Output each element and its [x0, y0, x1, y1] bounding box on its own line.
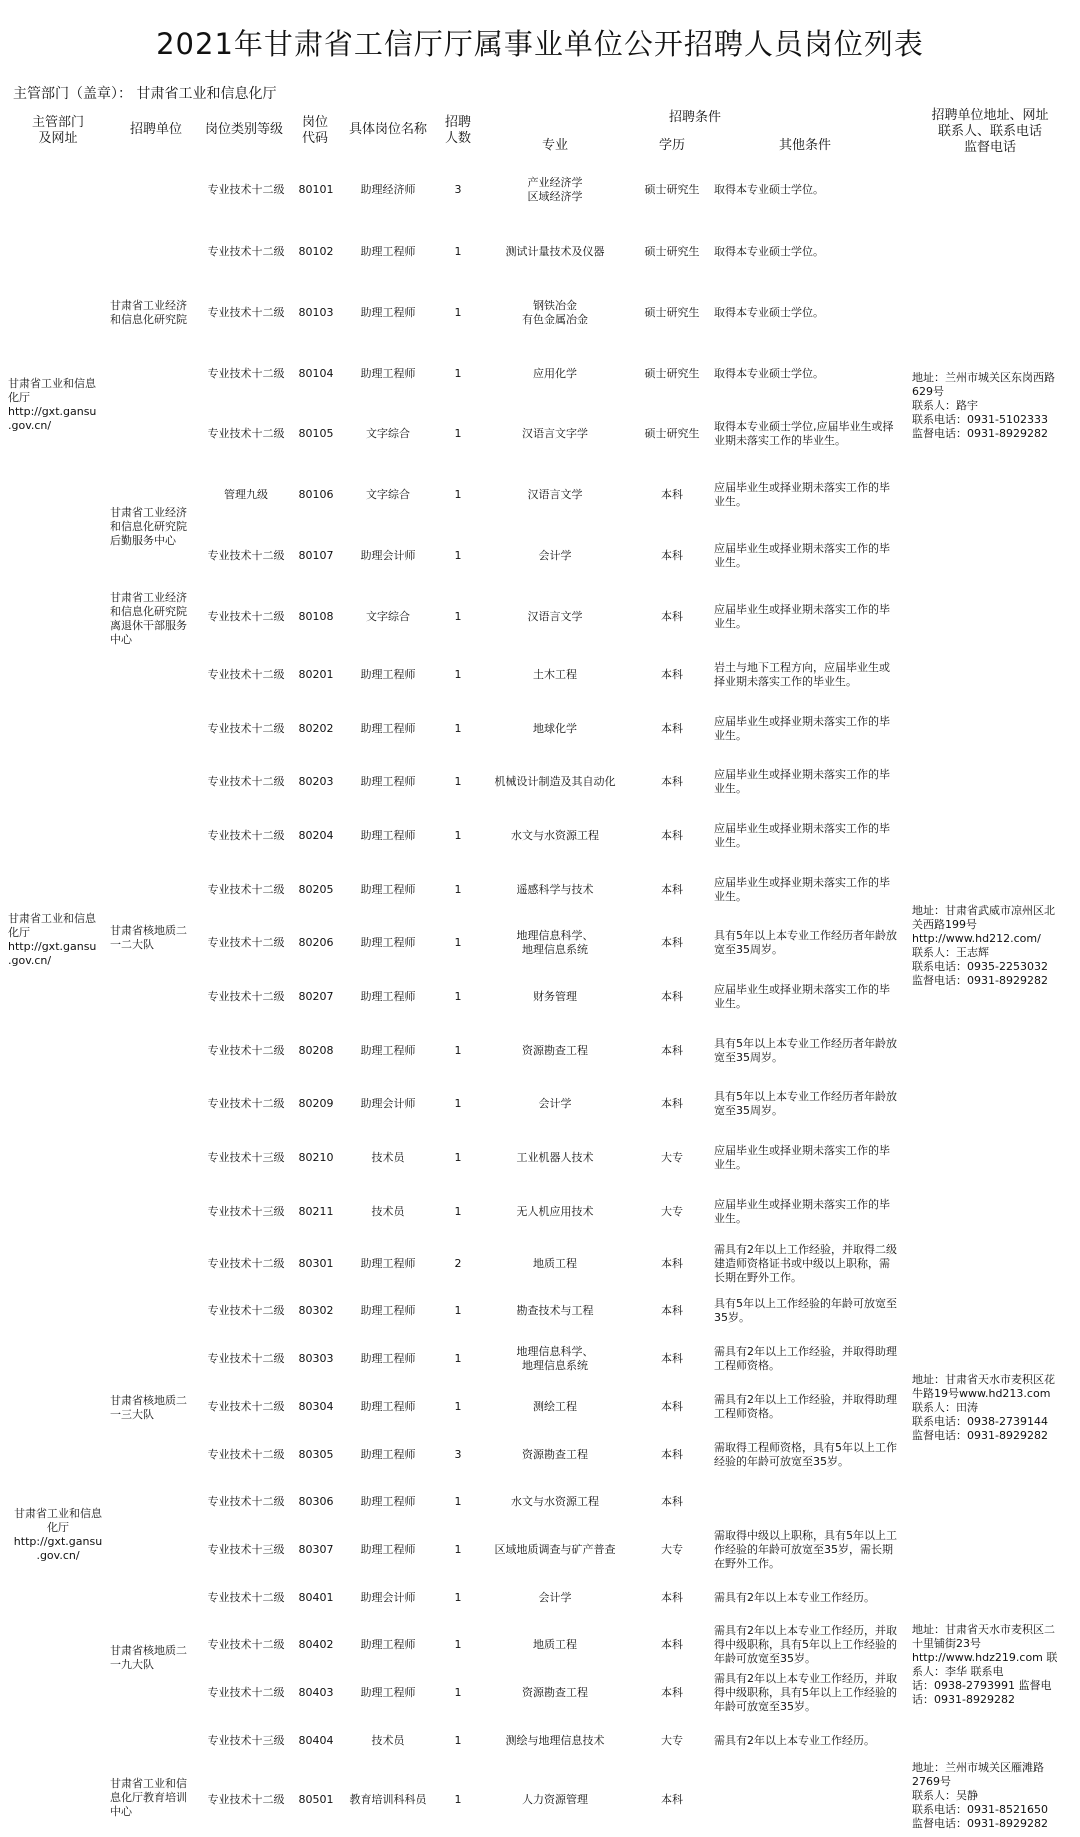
cell-level: 专业技术十二级: [207, 883, 285, 896]
cell-name: 技术员: [371, 1734, 405, 1747]
cell-edu: 本科: [661, 1793, 683, 1806]
cell-other: 应届毕业生或择业期未落实工作的毕 业生。: [714, 1198, 890, 1225]
cell-code: 80301: [298, 1257, 334, 1270]
contact-cell: 地址：兰州市城关区东岗西路 629号 联系人：路宇 联系电话：0931-5102333 监督电话：0931-8929282: [912, 371, 1055, 440]
cell-code: 80306: [298, 1495, 334, 1508]
cell-name: 助理工程师: [360, 936, 416, 949]
cell-level: 专业技术十二级: [207, 367, 285, 380]
cell-major: 资源勘查工程: [522, 1448, 588, 1461]
cell-count: 1: [454, 1400, 462, 1413]
cell-count: 1: [454, 883, 462, 896]
cell-level: 专业技术十二级: [207, 668, 285, 681]
cell-name: 助理会计师: [360, 549, 416, 562]
unit-cell: 甘肃省工业经济 和信息化研究院 后勤服务中心: [110, 506, 187, 547]
cell-other: 应届毕业生或择业期未落实工作的毕 业生。: [714, 481, 890, 508]
cell-count: 3: [454, 183, 462, 196]
cell-code: 80404: [298, 1734, 334, 1747]
cell-other: 取得本专业硕士学位。: [714, 306, 824, 319]
cell-major: 区域地质调查与矿产普查: [494, 1543, 616, 1556]
cell-name: 助理工程师: [360, 668, 416, 681]
dept-cell: 甘肃省工业和信息 化厅 http://gxt.gansu .gov.cn/: [8, 377, 97, 432]
cell-major: 财务管理: [533, 990, 577, 1003]
cell-major: 勘查技术与工程: [516, 1304, 594, 1317]
cell-code: 80103: [298, 306, 334, 319]
cell-major: 汉语言文字学: [522, 427, 588, 440]
cell-level: 专业技术十三级: [207, 1734, 285, 1747]
cell-major: 遥感科学与技术: [516, 883, 594, 896]
cell-name: 助理工程师: [360, 306, 416, 319]
cell-level: 专业技术十二级: [207, 775, 285, 788]
header-code: 岗位 代码: [301, 115, 328, 146]
cell-major: 地球化学: [533, 722, 577, 735]
cell-other: 应届毕业生或择业期未落实工作的毕 业生。: [714, 603, 890, 630]
cell-level: 专业技术十二级: [207, 1793, 285, 1806]
header-edu: 学历: [658, 138, 685, 153]
cell-major: 测绘与地理信息技术: [505, 1734, 605, 1747]
cell-name: 教育培训科科员: [349, 1793, 427, 1806]
cell-edu: 硕士研究生: [644, 245, 700, 258]
cell-count: 1: [454, 1734, 462, 1747]
cell-name: 助理经济师: [360, 183, 416, 196]
cell-edu: 本科: [661, 1448, 683, 1461]
cell-level: 专业技术十二级: [207, 990, 285, 1003]
cell-edu: 本科: [661, 722, 683, 735]
cell-edu: 本科: [661, 1097, 683, 1110]
cell-other: 具有5年以上本专业工作经历者年龄放 宽至35周岁。: [714, 1090, 897, 1117]
dept-cell: 甘肃省工业和信息 化厅 http://gxt.gansu .gov.cn/: [13, 1507, 103, 1562]
cell-other: 需具有2年以上本专业工作经历。: [714, 1591, 875, 1604]
cell-name: 助理工程师: [360, 775, 416, 788]
cell-name: 助理工程师: [360, 1448, 416, 1461]
cell-count: 1: [454, 1205, 462, 1218]
cell-code: 80101: [298, 183, 334, 196]
cell-name: 助理会计师: [360, 1097, 416, 1110]
header-level: 岗位类别等级: [204, 122, 283, 137]
cell-edu: 本科: [661, 1400, 683, 1413]
cell-major: 水文与水资源工程: [511, 829, 599, 842]
cell-code: 80304: [298, 1400, 334, 1413]
cell-code: 80403: [298, 1686, 334, 1699]
cell-count: 1: [454, 990, 462, 1003]
header-conditions: 招聘条件: [668, 110, 721, 125]
page-title: 2021年甘肃省工信厅厅属事业单位公开招聘人员岗位列表: [156, 27, 924, 61]
cell-code: 80303: [298, 1352, 334, 1365]
cell-other: 需取得工程师资格，具有5年以上工作 经验的年龄可放宽至35岁。: [714, 1441, 897, 1468]
cell-level: 专业技术十二级: [207, 1304, 285, 1317]
cell-level: 专业技术十二级: [207, 936, 285, 949]
cell-code: 80211: [298, 1205, 334, 1218]
cell-edu: 本科: [661, 1495, 683, 1508]
contact-cell: 地址：甘肃省天水市麦积区二 十里铺街23号 http://www.hdz219.com 联 系人：李华 联系电 话：0938-2793991 监督电 话：0931-8929282: [912, 1623, 1058, 1706]
cell-edu: 硕士研究生: [644, 306, 700, 319]
cell-level: 专业技术十二级: [207, 549, 285, 562]
cell-count: 1: [454, 1543, 462, 1556]
cell-major: 汉语言文学: [527, 488, 583, 501]
cell-code: 80102: [298, 245, 334, 258]
cell-count: 2: [454, 1257, 462, 1270]
cell-edu: 硕士研究生: [644, 427, 700, 440]
cell-count: 1: [454, 488, 462, 501]
header-contact: 招聘单位地址、网址 联系人、联系电话 监督电话: [931, 108, 1049, 155]
cell-count: 1: [454, 1793, 462, 1806]
cell-other: 应届毕业生或择业期未落实工作的毕 业生。: [714, 822, 890, 849]
cell-code: 80105: [298, 427, 334, 440]
unit-cell: 甘肃省核地质二 一二大队: [110, 924, 187, 951]
cell-count: 1: [454, 722, 462, 735]
unit-cell: 甘肃省工业经济 和信息化研究院 离退休干部服务 中心: [110, 591, 187, 646]
cell-level: 专业技术十三级: [207, 1151, 285, 1164]
cell-other: 需具有2年以上本专业工作经历，并取 得中级职称，具有5年以上工作经验的 年龄可放宽至35岁。: [714, 1624, 897, 1665]
cell-count: 1: [454, 1304, 462, 1317]
header-dept: 主管部门 及网址: [31, 115, 84, 146]
cell-level: 专业技术十二级: [207, 722, 285, 735]
cell-edu: 本科: [661, 775, 683, 788]
cell-level: 专业技术十二级: [207, 183, 285, 196]
cell-name: 助理工程师: [360, 1044, 416, 1057]
cell-code: 80501: [298, 1793, 334, 1806]
cell-count: 1: [454, 1044, 462, 1057]
cell-edu: 本科: [661, 883, 683, 896]
cell-name: 文字综合: [366, 610, 410, 623]
cell-name: 助理工程师: [360, 1495, 416, 1508]
cell-edu: 本科: [661, 1257, 683, 1270]
cell-other: 需具有2年以上本专业工作经历，并取 得中级职称，具有5年以上工作经验的 年龄可放宽至35岁。: [714, 1672, 897, 1713]
cell-code: 80104: [298, 367, 334, 380]
cell-major: 无人机应用技术: [516, 1205, 594, 1218]
cell-major: 会计学: [538, 549, 572, 562]
cell-count: 1: [454, 1638, 462, 1651]
cell-major: 人力资源管理: [522, 1793, 588, 1806]
cell-count: 1: [454, 1097, 462, 1110]
cell-count: 1: [454, 668, 462, 681]
cell-level: 专业技术十二级: [207, 306, 285, 319]
header-name: 具体岗位名称: [348, 122, 427, 137]
cell-major: 地理信息科学、 地理信息系统: [516, 929, 594, 956]
cell-edu: 大专: [661, 1205, 683, 1218]
cell-edu: 本科: [661, 829, 683, 842]
cell-edu: 本科: [661, 990, 683, 1003]
cell-level: 专业技术十二级: [207, 1448, 285, 1461]
cell-level: 专业技术十二级: [207, 1591, 285, 1604]
cell-name: 助理工程师: [360, 245, 416, 258]
cell-count: 1: [454, 1495, 462, 1508]
unit-cell: 甘肃省核地质二 一三大队: [110, 1394, 187, 1421]
cell-edu: 硕士研究生: [644, 183, 700, 196]
cell-other: 取得本专业硕士学位。: [714, 245, 824, 258]
header-unit: 招聘单位: [129, 122, 182, 137]
cell-major: 地理信息科学、 地理信息系统: [516, 1345, 594, 1372]
cell-other: 需具有2年以上工作经验，并取得助理 工程师资格。: [714, 1345, 897, 1372]
cell-count: 1: [454, 427, 462, 440]
cell-other: 应届毕业生或择业期未落实工作的毕 业生。: [714, 715, 890, 742]
cell-level: 专业技术十二级: [207, 1495, 285, 1508]
header-count: 招聘 人数: [444, 115, 471, 146]
contact-cell: 地址：甘肃省武威市凉州区北 关西路199号 http://www.hd212.com/ 联系人：王志辉 联系电话：0935-2253032 监督电话：0931-8929282: [912, 904, 1055, 987]
cell-other: 应届毕业生或择业期未落实工作的毕 业生。: [714, 1144, 890, 1171]
cell-level: 专业技术十二级: [207, 245, 285, 258]
cell-edu: 本科: [661, 1304, 683, 1317]
contact-cell: 地址：甘肃省天水市麦积区花 牛路19号www.hd213.com 联系人：田涛 联系电话：0938-2739144 监督电话：0931-8929282: [912, 1373, 1055, 1442]
cell-level: 专业技术十三级: [207, 1205, 285, 1218]
cell-level: 专业技术十二级: [207, 427, 285, 440]
cell-code: 80302: [298, 1304, 334, 1317]
cell-name: 文字综合: [366, 427, 410, 440]
cell-count: 1: [454, 1352, 462, 1365]
cell-count: 1: [454, 936, 462, 949]
unit-cell: 甘肃省工业经济 和信息化研究院: [110, 299, 187, 326]
cell-other: 需具有2年以上本专业工作经历。: [714, 1734, 875, 1747]
cell-other: [714, 1777, 912, 1823]
cell-major: 测试计量技术及仪器: [505, 245, 605, 258]
cell-other: 取得本专业硕士学位。: [714, 183, 824, 196]
cell-other: 应届毕业生或择业期未落实工作的毕 业生。: [714, 542, 890, 569]
cell-other: 应届毕业生或择业期未落实工作的毕 业生。: [714, 876, 890, 903]
cell-major: 测绘工程: [533, 1400, 577, 1413]
cell-name: 助理工程师: [360, 829, 416, 842]
cell-other: 应届毕业生或择业期未落实工作的毕 业生。: [714, 983, 890, 1010]
cell-other: 具有5年以上本专业工作经历者年龄放 宽至35周岁。: [714, 929, 897, 956]
cell-code: 80307: [298, 1543, 334, 1556]
cell-level: 专业技术十二级: [207, 1257, 285, 1270]
cell-count: 1: [454, 367, 462, 380]
unit-cell: 甘肃省工业和信 息化厅教育培训 中心: [110, 1777, 187, 1818]
cell-level: 专业技术十二级: [207, 829, 285, 842]
cell-count: 1: [454, 549, 462, 562]
department-line: 主管部门（盖章）： 甘肃省工业和信息化厅: [13, 86, 277, 102]
cell-code: 80201: [298, 668, 334, 681]
cell-level: 专业技术十二级: [207, 610, 285, 623]
cell-code: 80106: [298, 488, 334, 501]
cell-other: 取得本专业硕士学位,应届毕业生或择 业期未落实工作的毕业生。: [714, 420, 894, 447]
cell-major: 资源勘查工程: [522, 1044, 588, 1057]
cell-count: 3: [454, 1448, 462, 1461]
cell-major: 汉语言文学: [527, 610, 583, 623]
cell-count: 1: [454, 1686, 462, 1699]
contact-cell: 地址：兰州市城关区雁滩路 2769号 联系人：吴静 联系电话：0931-8521650 监督电话：0931-8929282: [912, 1761, 1048, 1830]
cell-code: 80401: [298, 1591, 334, 1604]
cell-major: 土木工程: [533, 668, 577, 681]
cell-name: 助理工程师: [360, 1638, 416, 1651]
cell-edu: 大专: [661, 1151, 683, 1164]
cell-edu: 本科: [661, 936, 683, 949]
cell-code: 80202: [298, 722, 334, 735]
cell-major: 应用化学: [533, 367, 577, 380]
cell-edu: 本科: [661, 1638, 683, 1651]
cell-name: 文字综合: [366, 488, 410, 501]
cell-edu: 本科: [661, 1686, 683, 1699]
unit-cell: 甘肃省核地质二 一九大队: [110, 1644, 187, 1671]
cell-code: 80207: [298, 990, 334, 1003]
cell-level: 专业技术十二级: [207, 1097, 285, 1110]
cell-edu: 本科: [661, 1044, 683, 1057]
dept-cell: 甘肃省工业和信息 化厅 http://gxt.gansu .gov.cn/: [8, 912, 97, 967]
header-other: 其他条件: [778, 138, 831, 153]
cell-code: 80208: [298, 1044, 334, 1057]
cell-name: 助理工程师: [360, 883, 416, 896]
cell-major: 资源勘查工程: [522, 1686, 588, 1699]
cell-edu: 本科: [661, 610, 683, 623]
cell-name: 助理工程师: [360, 1257, 416, 1270]
cell-edu: 本科: [661, 488, 683, 501]
cell-level: 管理九级: [224, 488, 268, 501]
cell-edu: 本科: [661, 668, 683, 681]
cell-other: 需取得中级以上职称，具有5年以上工 作经验的年龄可放宽至35岁，需长期 在野外工作。: [714, 1529, 897, 1570]
cell-name: 助理工程师: [360, 1304, 416, 1317]
cell-count: 1: [454, 1151, 462, 1164]
cell-count: 1: [454, 775, 462, 788]
cell-other: [714, 1479, 912, 1525]
cell-name: 助理工程师: [360, 722, 416, 735]
header-major: 专业: [541, 138, 568, 153]
cell-name: 助理工程师: [360, 1400, 416, 1413]
cell-other: 具有5年以上本专业工作经历者年龄放 宽至35周岁。: [714, 1037, 897, 1064]
cell-name: 助理工程师: [360, 1686, 416, 1699]
cell-level: 专业技术十二级: [207, 1044, 285, 1057]
cell-name: 助理会计师: [360, 1591, 416, 1604]
cell-major: 钢铁冶金 有色金属冶金: [522, 299, 588, 326]
cell-code: 80209: [298, 1097, 334, 1110]
cell-code: 80210: [298, 1151, 334, 1164]
cell-level: 专业技术十二级: [207, 1400, 285, 1413]
cell-name: 技术员: [371, 1205, 405, 1218]
cell-edu: 本科: [661, 1591, 683, 1604]
cell-major: 水文与水资源工程: [511, 1495, 599, 1508]
cell-count: 1: [454, 1591, 462, 1604]
cell-name: 助理工程师: [360, 367, 416, 380]
cell-edu: 大专: [661, 1734, 683, 1747]
cell-code: 80108: [298, 610, 334, 623]
cell-major: 工业机器人技术: [516, 1151, 594, 1164]
cell-other: 岩土与地下工程方向，应届毕业生或 择业期未落实工作的毕业生。: [714, 661, 890, 688]
cell-level: 专业技术十三级: [207, 1543, 285, 1556]
cell-name: 技术员: [371, 1151, 405, 1164]
cell-code: 80203: [298, 775, 334, 788]
cell-other: 具有5年以上工作经验的年龄可放宽至 35岁。: [714, 1297, 897, 1324]
cell-major: 机械设计制造及其自动化: [494, 775, 616, 788]
cell-count: 1: [454, 610, 462, 623]
cell-other: 应届毕业生或择业期未落实工作的毕 业生。: [714, 768, 890, 795]
cell-code: 80305: [298, 1448, 334, 1461]
cell-code: 80107: [298, 549, 334, 562]
cell-code: 80205: [298, 883, 334, 896]
cell-edu: 本科: [661, 549, 683, 562]
cell-level: 专业技术十二级: [207, 1686, 285, 1699]
cell-name: 助理工程师: [360, 1352, 416, 1365]
cell-other: 需具有2年以上工作经验，并取得二级 建造师资格证书或中级以上职称，需 长期在野外工作。: [714, 1243, 897, 1284]
cell-other: 取得本专业硕士学位。: [714, 367, 824, 380]
cell-code: 80204: [298, 829, 334, 842]
cell-count: 1: [454, 306, 462, 319]
cell-major: 会计学: [538, 1097, 572, 1110]
cell-count: 1: [454, 245, 462, 258]
cell-major: 地质工程: [533, 1257, 577, 1270]
cell-code: 80206: [298, 936, 334, 949]
cell-major: 地质工程: [533, 1638, 577, 1651]
cell-edu: 本科: [661, 1352, 683, 1365]
cell-level: 专业技术十二级: [207, 1352, 285, 1365]
cell-level: 专业技术十二级: [207, 1638, 285, 1651]
cell-code: 80402: [298, 1638, 334, 1651]
cell-edu: 硕士研究生: [644, 367, 700, 380]
cell-other: 需具有2年以上工作经验，并取得助理 工程师资格。: [714, 1393, 897, 1420]
cell-major: 产业经济学 区域经济学: [527, 176, 583, 203]
cell-name: 助理工程师: [360, 1543, 416, 1556]
cell-edu: 大专: [661, 1543, 683, 1556]
cell-major: 会计学: [538, 1591, 572, 1604]
cell-name: 助理工程师: [360, 990, 416, 1003]
cell-count: 1: [454, 829, 462, 842]
